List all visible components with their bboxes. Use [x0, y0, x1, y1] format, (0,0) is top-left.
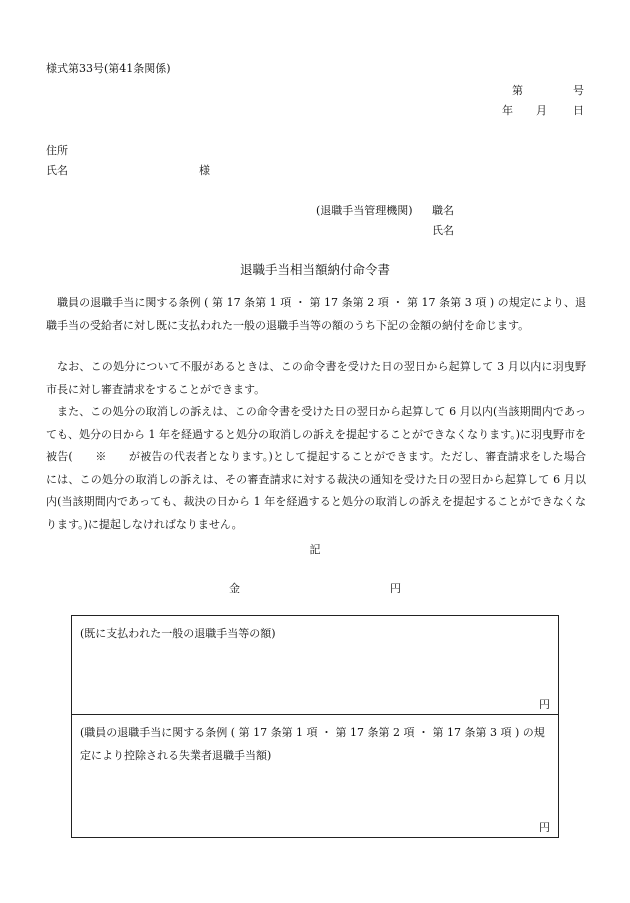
document-title: 退職手当相当額納付命令書	[239, 262, 390, 277]
form-id: 様式第33号(第41条関係)	[46, 62, 171, 75]
table-row-deduction-unit: 円	[539, 821, 550, 834]
table-row-deduction	[71, 714, 559, 838]
amount-kin: 金	[229, 582, 240, 595]
date-day: 日	[573, 104, 584, 117]
issuer-agency: (退職手当管理機関)	[316, 204, 413, 217]
doc-number-dai: 第	[512, 84, 523, 97]
address-label: 住所	[46, 144, 68, 157]
doc-number-go: 号	[573, 84, 584, 97]
amount-yen: 円	[390, 582, 401, 595]
date-month: 月	[536, 104, 547, 117]
body-paragraph-1: 職員の退職手当に関する条例 ( 第 17 条第 1 項 ・ 第 17 条第 2 項 ・ 第 17 条第 3 項 ) の規定により、退職手当の受給者に対し既に支払われた一般の退職手当等の額のうち下記の金額の納付を命じます。	[46, 296, 586, 332]
issuer-name-label: 氏名	[432, 224, 454, 237]
date-year: 年	[502, 104, 513, 117]
table-row-paid-amount	[71, 615, 559, 715]
table-row-paid-amount-label: (既に支払われた一般の退職手当等の額)	[80, 627, 276, 640]
recipient-honorific: 様	[199, 164, 210, 177]
body-paragraph-3: また、この処分の取消しの訴えは、この命令書を受けた日の翌日から起算して 6 月以内(当該期間内であっても、処分の日から 1 年を経過すると処分の取消しの訴えを提起することができなくなります。)に羽曳野市を被告( ※ が被告の代表者となります。)として提起することができます。ただし、審査請求をした場合には、この処分の取消しの訴えは、その審査請求に対する裁決の通知を受けた日の翌日から起算して 6 月以内(当該期間内であっても、裁決の日から 1 年を経過すると処分の取消しの訴えを提起することができなくなります。)に提起しなければなりません。	[46, 405, 586, 531]
recipient-name-label: 氏名	[46, 164, 68, 177]
table-row-deduction-label: (職員の退職手当に関する条例 ( 第 17 条第 1 項 ・ 第 17 条第 2 項 ・ 第 17 条第 3 項 ) の規定により控除される失業者退職手当額)	[80, 726, 545, 762]
table-row-paid-amount-unit: 円	[539, 698, 550, 711]
body-paragraph-2: なお、この処分について不服があるときは、この命令書を受けた日の翌日から起算して 3 月以内に羽曳野市長に対し審査請求をすることができます。	[46, 360, 586, 396]
issuer-title-label: 職名	[432, 204, 454, 217]
ki-heading: 記	[309, 543, 321, 556]
